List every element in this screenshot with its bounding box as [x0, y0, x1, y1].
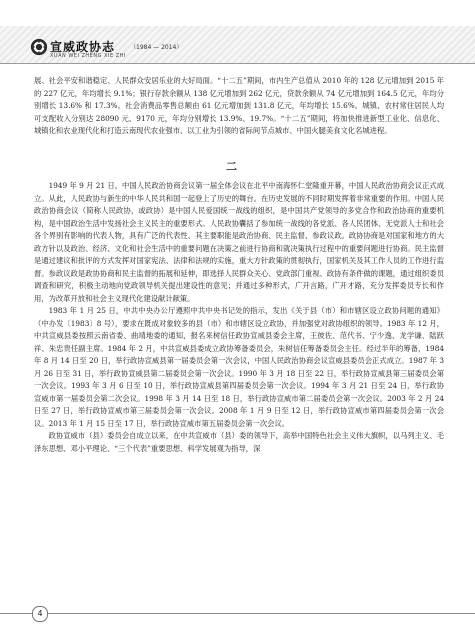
page-number: 4 [32, 606, 48, 622]
header-divider [0, 63, 475, 64]
page-header [0, 0, 475, 64]
section-heading: 二 [226, 160, 237, 173]
section-body [34, 180, 444, 455]
cppcc-emblem-icon [30, 38, 48, 56]
intro-block [34, 75, 444, 138]
body-paragraph: 1983 年 1 月 25 日，中共中央办公厅遵照中共中央书记处的指示，发出《关于县（市）和市辖区设立政协问题的通知》（中办发〔1983〕8 号），要求在既成对象较多的县（市）和市辖区设立政协，并加强党对政协组织的领导。1983 年 12 月，中共宣威县委按照云南省委、曲靖地委的通知，报名来树信任政协宣威县委会主席，王彼佐、范代书、宁少逸、龙学谦、陆跃祥、朱忠贵任副主席。1984 年 2 月，中共宣威县委成立政协筹备委员会，朱树信任筹备委员会主任。经过半年的筹备，1984 年 8 月 14 日至 20 日，举行政协宣威县第一届委员会第一次会议，中国人民政治协商会议宣威县委员会正式成立。1987 年 3 月 26 日至 31 日，举行政协宣威县第二届委员会第一次会议。1990 年 3 月 18 日至 22 日，举行政协宣威县第三届委员会第一次会议。1993 年 3 月 6 日至 10 日，举行政协宣威县第四届委员会第一次会议。1994 年 3 月 21 日至 24 日，举行政协宣威市第一届委员会第二次会议。1998 年 3 月 14 日至 18 日，举行政协宣威市第二届委员会第一次会议。2003 年 2 月 24 日至 27 日，举行政协宣威市第三届委员会第一次会议。2008 年 1 月 9 日至 12 日，举行政协宣威市第四届委员会第一次会议。2013 年 1 月 15 日至 17 日，举行政协宣威市第五届委员会第一次会议。 [34, 306, 444, 428]
book-years: （1984 — 2014） [130, 44, 183, 51]
book-title: 宣威政协志 [50, 40, 116, 54]
intro-paragraph: 展、社会平安和谐稳定、人民群众安居乐业的大好局面。“十二五”期间，市内生产总值从 2010 年的 128 亿元增加到 2015 年的 227 亿元，年均增长 9.1%；银行存款余额从 138 亿元增加到 262 亿元，贷款余额从 74 亿元增加到 164.5 亿元，年均分别增长 13.6% 和 17.3%。社会消费品零售总额由 61 亿元增加到 131.8 亿元，年均增长 15.6%。城镇、农村常住居民人均可支配收入分别达 28090 元、9170 元，年均分别增长 13.9%、19.7%。“十二五”期间，将加快推进新型工业化、信息化、城镇化和农业现代化和打造云南现代农业强市、以工业为引领的省际间节点城市、中国火腿美食文化名城进程。 [34, 76, 444, 135]
body-paragraph: 政协宣威市（县）委员会自成立以来，在中共宣威市（县）委的领导下，高举中国特色社会主义伟大旗帜，以马列主义、毛泽东思想、邓小平理论、“三个代表”重要思想、科学发展观为指导，深 [34, 431, 444, 453]
book-title-pinyin: XUAN WEI ZHENG XIE ZHI [50, 53, 126, 59]
footer-divider [0, 613, 475, 614]
body-paragraph: 1949 年 9 月 21 日，中国人民政治协商会议第一届全体会议在北平中南海怀仁堂隆重开幕，中国人民政治协商会议正式成立。从此，人民政协与新生的中华人民共和国一起登上了历史的舞台。在历史发展的不同时期发挥着非常重要的作用。中国人民政治协商会议（简称人民政协，或政协）是中国人民爱国统一战线的组织，是中国共产党领导的多党合作和政治协商的重要机构，是中国政治生活中发扬社会主义民主的重要形式。人民政协囊括了参加统一战线的各党派、各人民团体、无党派人士和社会各个界别有影响的代表人物，具有广泛的代表性、其主要职能是政治协商、民主监督、参政议政。政协协商是对国家和地方的大政方针以及政治、经济、文化和社会生活中的重要问题在决策之前进行协商和就决策执行过程中的重要问题进行协商。民主监督是通过建议和批评的方式发挥对国家宪法、法律和法规的实施，重大方针政策的贯彻执行，国家机关及其工作人员的工作进行监督。参政议政是政协协商和民主监督的拓展和延伸，即选择人民群众关心、党政部门重视、政协有条件做的课题，通过组织委员调查和研究，积极主动地向党政领导机关提出建设性的意见；并通过多种形式，广开言路，广开才路，充分发挥委员专长和作用，为改革开放和社会主义现代化建设献计献策。 [34, 181, 444, 303]
